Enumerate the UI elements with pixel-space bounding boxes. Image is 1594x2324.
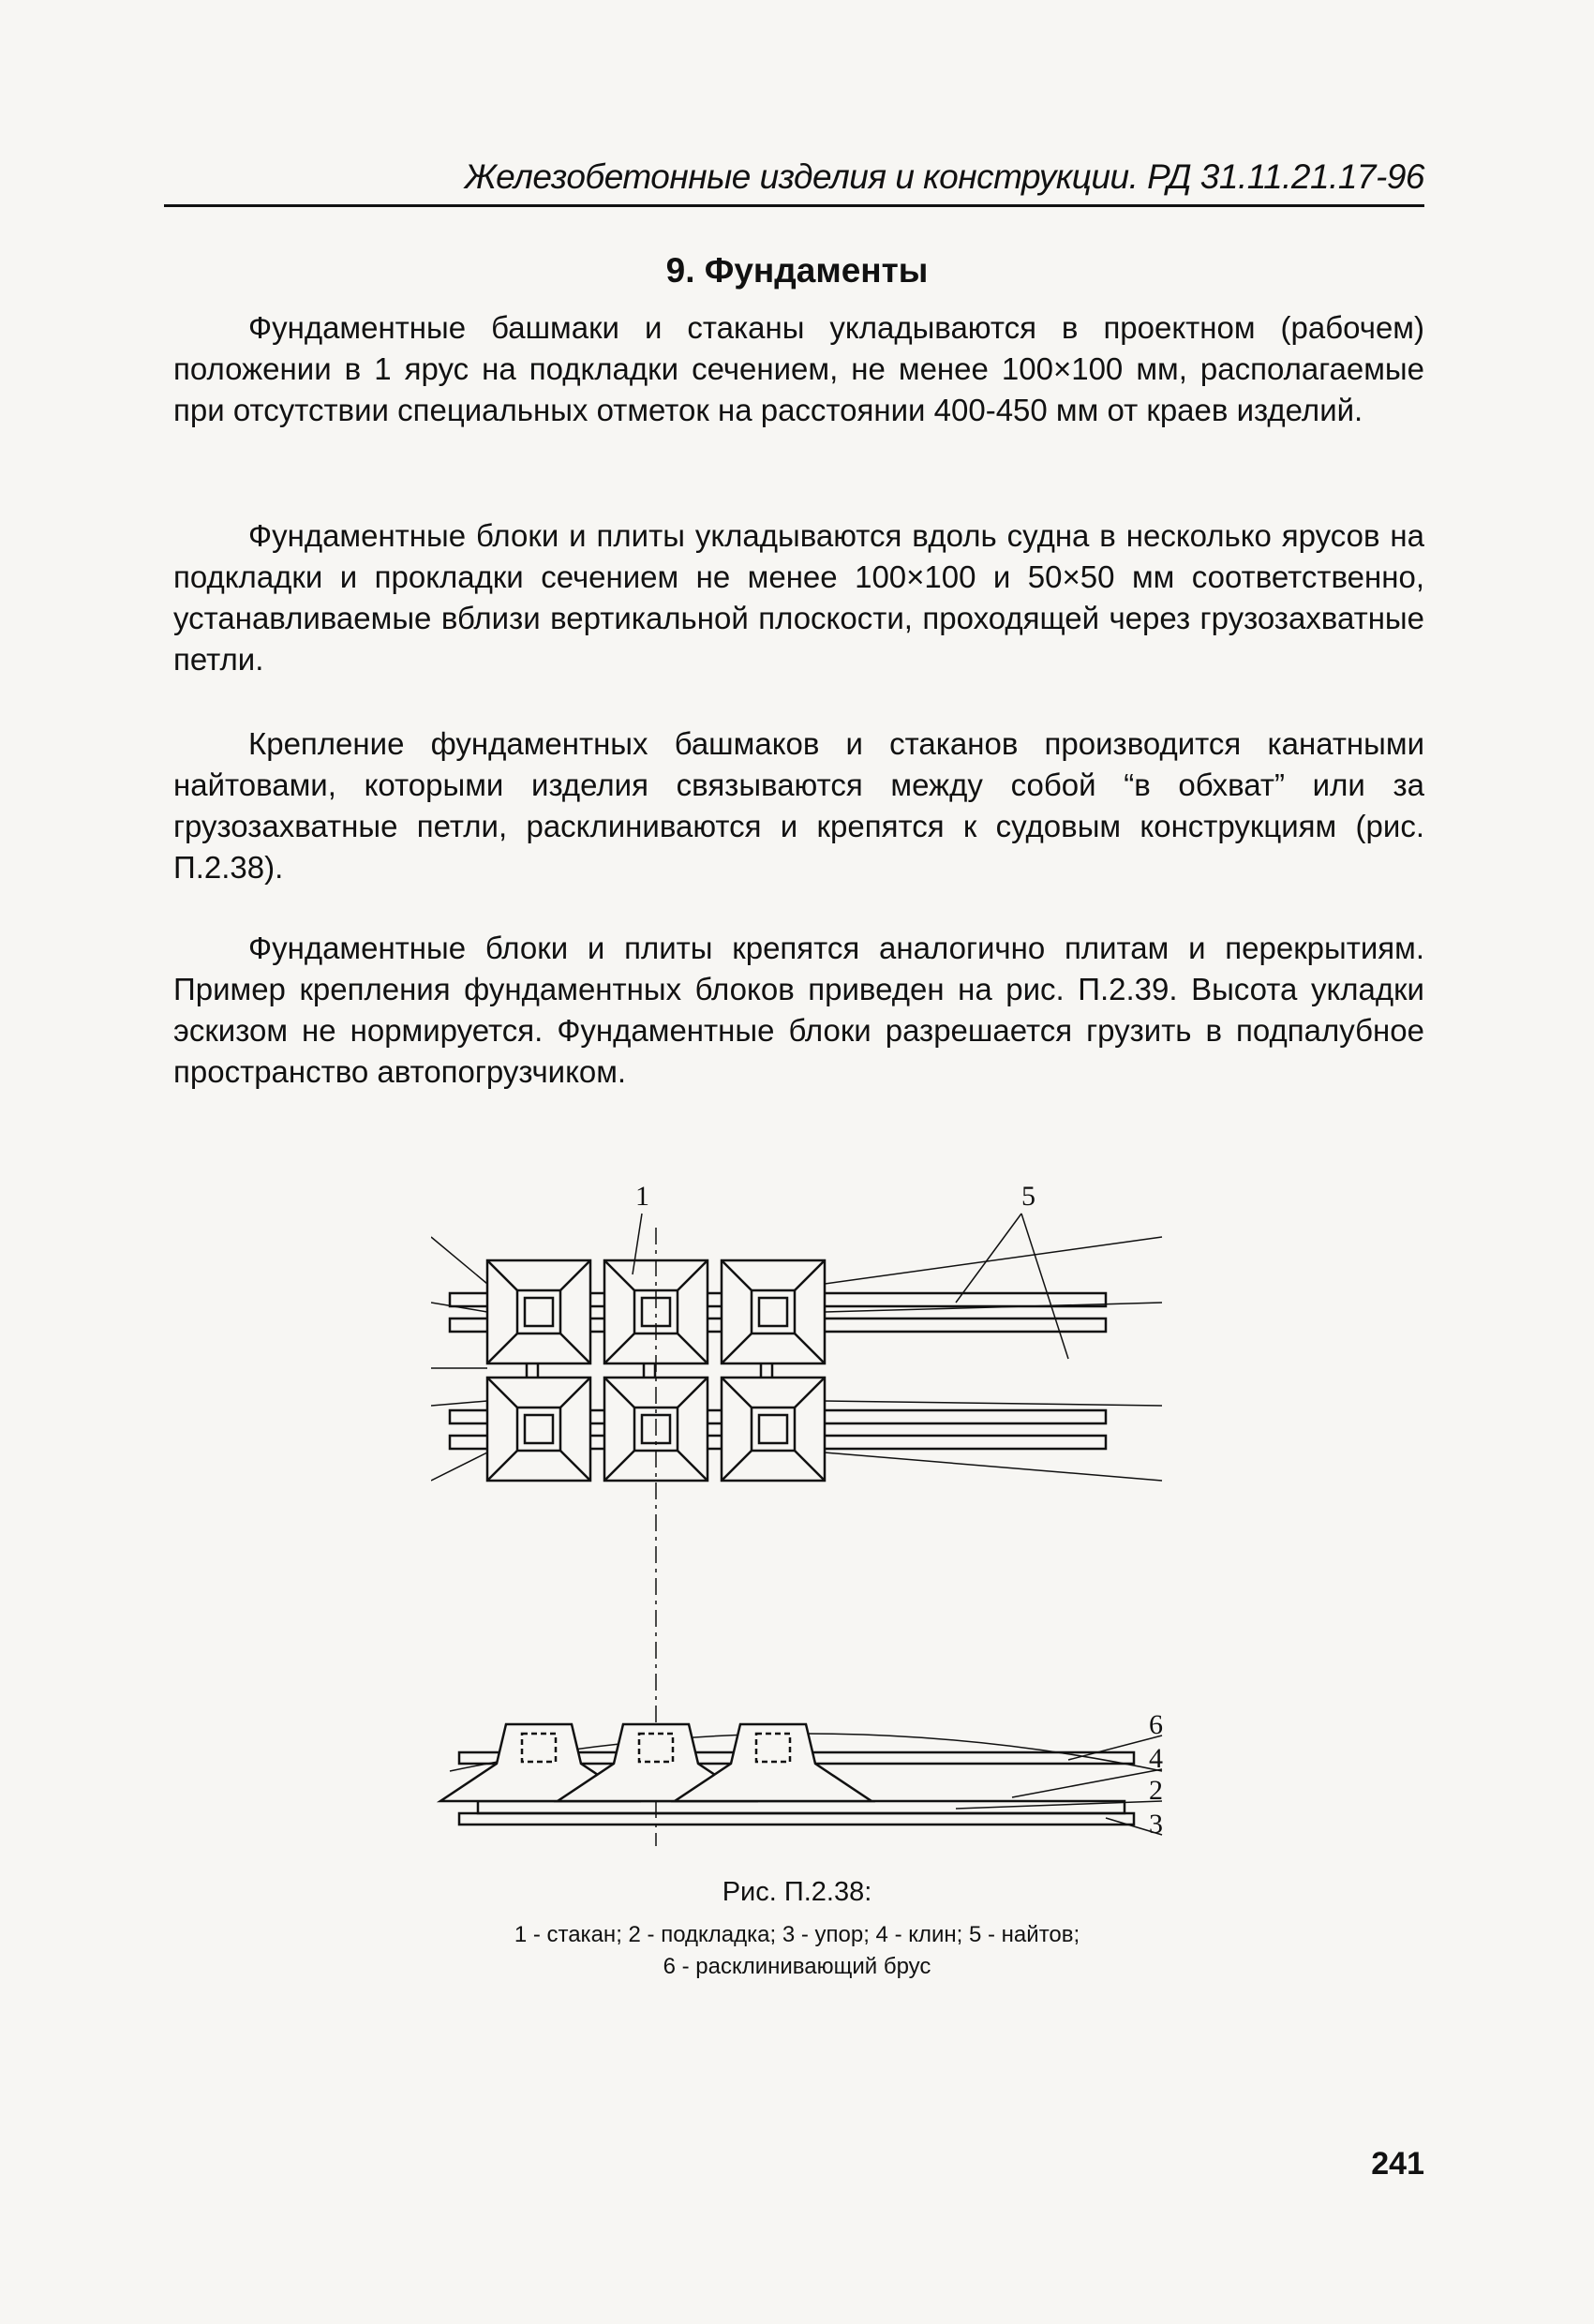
figure-labels: [635, 1181, 1163, 1840]
label-2: 2: [1149, 1775, 1163, 1806]
lashing-rope: [825, 1237, 1162, 1284]
page-number: 241: [1371, 2146, 1424, 2182]
lashing-rope: [431, 1401, 487, 1406]
leader-line: [1021, 1214, 1068, 1359]
paragraph-1: Фундаментные башмаки и стаканы укладываются в проектном (рабочем) положении в 1 ярус на подкладки сечением, не менее 100×100 мм, располагаемые при отсутствии специальных отметок на расстоянии 400-450 мм от краев изделий.: [173, 310, 1424, 427]
lashing-rope: [431, 1237, 487, 1284]
lashing-rope: [825, 1401, 1162, 1406]
label-5: 5: [1021, 1181, 1035, 1212]
paragraph-3: Крепление фундаментных башмаков и стаканов производится канатными найтовами, которыми изделия связываются между собой “в обхват” или за грузозахватные петли, расклиниваются и крепятся к судовым конструкциям (рис. П.2.38).: [173, 726, 1424, 885]
figure-legend-line-1: 1 - стакан; 2 - подкладка; 3 - упор; 4 - клин; 5 - найтов;: [514, 1922, 1080, 1947]
figure-caption: Рис. П.2.38:: [722, 1877, 872, 1907]
bearer-timber: [478, 1801, 1125, 1813]
label-6: 6: [1149, 1709, 1163, 1740]
running-header: Железобетонные изделия и конструкции. РД 31.11.21.17-96: [464, 157, 1424, 196]
label-3: 3: [1149, 1809, 1163, 1840]
figure-legend-line-2: 6 - расклинивающий брус: [663, 1954, 931, 1979]
lashing-rope: [825, 1452, 1162, 1481]
paragraph-4: Фундаментные блоки и плиты крепятся аналогично плитам и перекрытиям. Пример крепления фундаментных блоков приведен на рис. П.2.39. Высота укладки эскизом не нормируется. Фундаментные блоки разрешается грузить в подпалубное пространство автопогрузчиком.: [173, 931, 1424, 1089]
label-4: 4: [1149, 1743, 1163, 1774]
leader-line: [1012, 1769, 1162, 1797]
header-rule: [164, 204, 1424, 207]
foundation-securing-figure: [431, 1171, 1181, 1884]
section-title: 9. Фундаменты: [665, 251, 929, 290]
paragraph-2: Фундаментные блоки и плиты укладываются вдоль судна в несколько ярусов на подкладки и прокладки сечением не менее 100×100 и 50×50 мм соответственно, устанавливаемые вблизи вертикальной плоскости, проходящей через грузозахватные петли.: [173, 518, 1424, 677]
lashing-rope: [431, 1452, 487, 1481]
side-view-drawing: [440, 1724, 1162, 1835]
label-1: 1: [635, 1181, 649, 1212]
figure-legend: [0, 1919, 1594, 1983]
deck-plate: [459, 1813, 1134, 1825]
leader-line: [1068, 1736, 1162, 1760]
